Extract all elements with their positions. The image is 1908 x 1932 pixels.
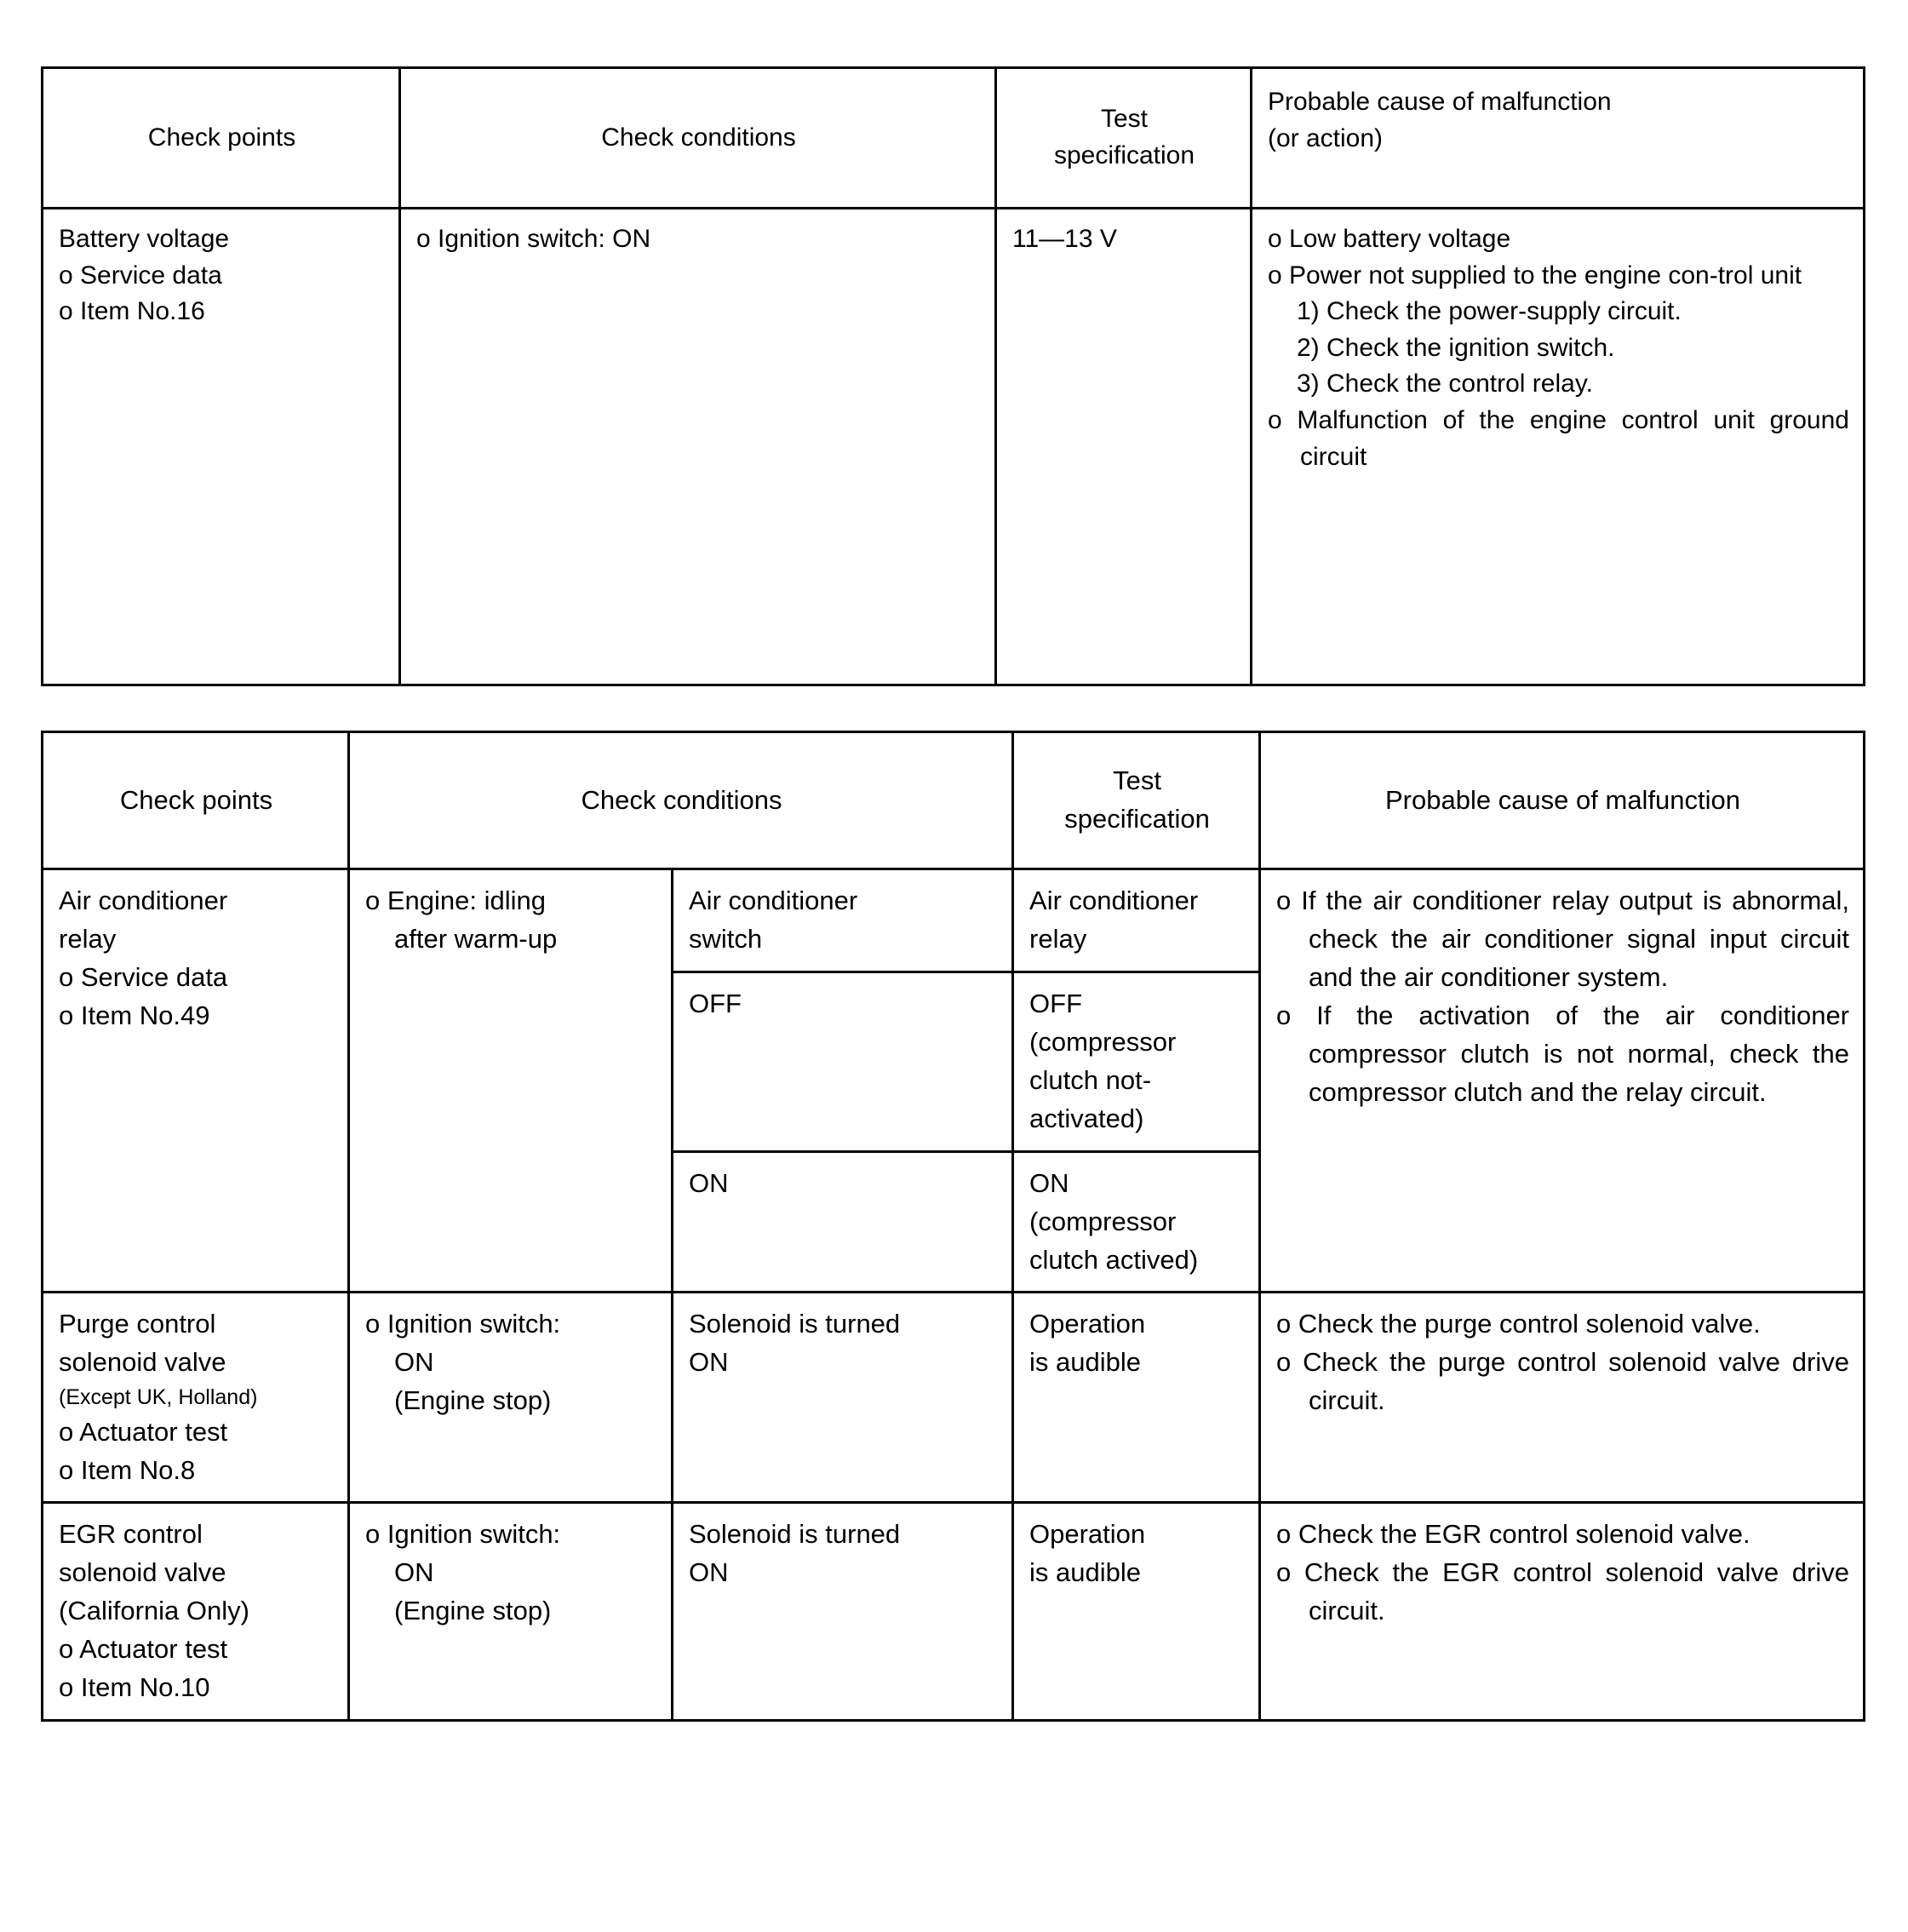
condition-main-line-2: after warm-up	[394, 923, 558, 954]
condition-main-line-3: (Engine stop)	[394, 1596, 552, 1626]
cell-sub-spec	[1013, 1503, 1260, 1721]
sub-spec-line-1: Operation	[1029, 1519, 1146, 1550]
cell-probable-cause	[1260, 1503, 1865, 1721]
cause-line-2: o If the activation of the air conditioner compressor clutch is not normal, check the compressor clutch and the relay circuit.	[1276, 1000, 1857, 1107]
cause-step-2: 2) Check the ignition switch.	[1297, 333, 1615, 362]
check-point-market-note: (Except UK, Holland)	[59, 1385, 258, 1410]
sub-condition-line-2: ON	[689, 1347, 729, 1378]
cause-line-2: o Check the EGR control solenoid valve drive circuit.	[1276, 1557, 1857, 1626]
table-header-row	[43, 732, 1865, 869]
table-row	[43, 869, 1865, 972]
actuator-check-table	[41, 731, 1865, 1722]
sub-spec-line-2: relay	[1029, 923, 1087, 954]
cell-probable-cause	[1260, 869, 1865, 1293]
sub-spec-line-1: ON	[1029, 1167, 1069, 1198]
cause-line-1: o Check the purge control solenoid valve.	[1276, 1309, 1761, 1339]
cause-line-1: o If the air conditioner relay output is abnormal, check the air conditioner signal input circuit and the air conditioner system.	[1276, 886, 1857, 992]
cell-check-condition-main	[349, 1503, 673, 1721]
table-row	[43, 1503, 1865, 1721]
condition-main-line-2: ON	[394, 1347, 434, 1378]
cell-check-points	[43, 1293, 349, 1503]
cell-sub-condition	[673, 869, 1013, 972]
check-point-line-1: EGR control	[59, 1519, 203, 1550]
header-probable-cause: Probable cause of malfunction	[1260, 732, 1865, 869]
check-point-item-no: o Item No.16	[59, 297, 205, 326]
cell-sub-spec	[1013, 1151, 1260, 1293]
test-spec-value: 11—13 V	[1012, 225, 1117, 253]
header-probable-cause	[1252, 68, 1865, 209]
cell-sub-spec	[1013, 972, 1260, 1151]
cell-sub-spec	[1013, 1293, 1260, 1503]
check-point-item-no: o Item No.49	[59, 1000, 210, 1030]
cause-line-3: o Malfunction of the engine control unit ground circuit	[1268, 405, 1857, 471]
sub-spec-line-3: clutch not-	[1029, 1064, 1152, 1095]
cause-line-2: o Power not supplied to the engine con-trol unit	[1268, 261, 1802, 290]
battery-voltage-check-table	[41, 66, 1865, 686]
condition-main-line-2: ON	[394, 1557, 434, 1588]
check-point-line-2: solenoid valve	[59, 1557, 226, 1588]
header-probable-cause-line2: (or action)	[1268, 123, 1384, 152]
sub-spec-line-2: is audible	[1029, 1557, 1141, 1588]
sub-spec-line-2: (compressor	[1029, 1026, 1177, 1057]
header-test-specification-line2: specification	[1064, 804, 1210, 834]
sub-spec-line-3: clutch actived)	[1029, 1244, 1199, 1275]
header-check-conditions: Check conditions	[400, 68, 996, 209]
cause-step-3: 3) Check the control relay.	[1297, 370, 1593, 398]
sub-spec-line-4: activated)	[1029, 1103, 1144, 1133]
header-test-specification-line2: specification	[1053, 141, 1195, 169]
sub-condition-line-1: Solenoid is turned	[689, 1519, 901, 1550]
cell-test-specification	[996, 209, 1252, 685]
check-point-service-data: o Service data	[59, 261, 222, 290]
cell-check-points	[43, 1503, 349, 1721]
check-condition-line: o Ignition switch: ON	[416, 225, 651, 253]
condition-main-line-1: o Ignition switch:	[365, 1519, 561, 1550]
check-point-actuator-test: o Actuator test	[59, 1634, 228, 1665]
header-check-points: Check points	[43, 732, 349, 869]
header-test-specification-line1: Test	[1113, 765, 1161, 796]
cause-step-1: 1) Check the power-supply circuit.	[1297, 297, 1682, 326]
cause-line-2: o Check the purge control solenoid valve drive circuit.	[1276, 1347, 1857, 1416]
cell-check-conditions	[400, 209, 996, 685]
sub-condition-line-2: ON	[689, 1557, 729, 1588]
header-test-specification-line1: Test	[1100, 105, 1149, 134]
cell-sub-condition	[673, 972, 1013, 1151]
check-point-line-1: Air conditioner	[59, 886, 228, 915]
cell-probable-cause	[1252, 209, 1865, 685]
cell-sub-condition	[673, 1293, 1013, 1503]
header-test-specification	[1013, 732, 1260, 869]
cause-line-1: o Check the EGR control solenoid valve.	[1276, 1519, 1750, 1550]
sub-spec-line-1: Operation	[1029, 1309, 1146, 1339]
check-point-service-data: o Service data	[59, 961, 228, 992]
sub-condition-line-1: ON	[689, 1167, 729, 1198]
sub-spec-line-2: (compressor	[1029, 1206, 1177, 1236]
condition-main-line-3: (Engine stop)	[394, 1385, 552, 1416]
check-point-item-no: o Item No.10	[59, 1672, 210, 1703]
sub-spec-line-1: OFF	[1029, 988, 1083, 1018]
cell-check-points	[43, 869, 349, 1293]
cell-check-condition-main	[349, 1293, 673, 1503]
table-row	[43, 1293, 1865, 1503]
condition-main-line-1: o Ignition switch:	[365, 1309, 561, 1339]
sub-condition-line-1: Air conditioner	[689, 886, 858, 915]
check-point-market-note: (California Only)	[59, 1596, 249, 1626]
check-point-title: Battery voltage	[59, 225, 230, 253]
check-point-item-no: o Item No.8	[59, 1454, 196, 1485]
header-probable-cause-line1: Probable cause of malfunction	[1268, 88, 1612, 116]
cell-sub-condition	[673, 1151, 1013, 1293]
sub-spec-line-1: Air conditioner	[1029, 886, 1199, 915]
sub-spec-line-2: is audible	[1029, 1347, 1141, 1378]
header-check-points: Check points	[43, 68, 400, 209]
header-test-specification	[996, 68, 1252, 209]
sub-condition-line-1: OFF	[689, 988, 742, 1018]
cell-check-condition-main	[349, 869, 673, 1293]
condition-main-line-1: o Engine: idling	[365, 886, 546, 915]
check-point-line-2: solenoid valve	[59, 1347, 226, 1378]
cause-line-1: o Low battery voltage	[1268, 225, 1511, 253]
sub-condition-line-2: switch	[689, 923, 763, 954]
header-check-conditions: Check conditions	[349, 732, 1013, 869]
cell-sub-spec	[1013, 869, 1260, 972]
table-row	[43, 209, 1865, 685]
check-point-actuator-test: o Actuator test	[59, 1416, 228, 1447]
sub-condition-line-1: Solenoid is turned	[689, 1309, 901, 1339]
cell-sub-condition	[673, 1503, 1013, 1721]
table-header-row	[43, 68, 1865, 209]
check-point-line-2: relay	[59, 923, 117, 954]
cell-probable-cause	[1260, 1293, 1865, 1503]
check-point-line-1: Purge control	[59, 1309, 216, 1339]
cell-check-points	[43, 209, 400, 685]
